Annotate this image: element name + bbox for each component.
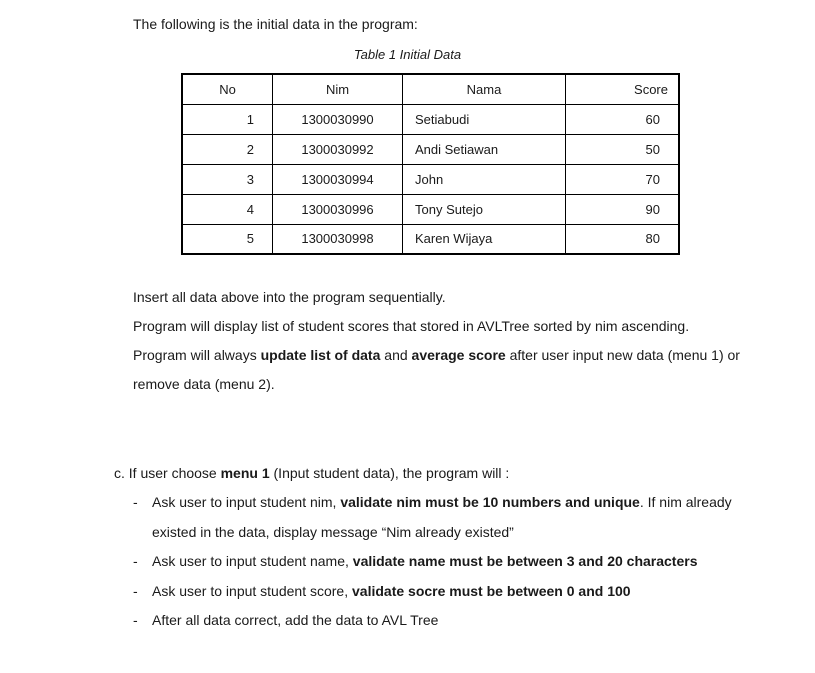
header-nim: Nim	[273, 74, 403, 104]
update-pre: Program will always	[133, 347, 261, 363]
update-bold-average: average score	[411, 347, 506, 363]
list-item	[133, 547, 773, 577]
bullet-score-pre: Ask user to input student score,	[152, 582, 352, 599]
table-row	[182, 104, 679, 134]
cell-nim: 1300030992	[273, 134, 403, 164]
bullet-dash: -	[133, 612, 138, 628]
update-post: after user input new data (menu 1) or remove data (menu 2).	[133, 347, 740, 392]
cell-nama: Tony Sutejo	[403, 194, 566, 224]
section-c-post: (Input student data), the program will :	[269, 465, 510, 481]
table-row	[182, 134, 679, 164]
list-item	[133, 488, 773, 547]
cell-nim: 1300030998	[273, 224, 403, 254]
bullet-dash: -	[133, 582, 138, 599]
list-item	[133, 577, 773, 607]
update-bold-list: update list of data	[260, 347, 381, 363]
instruction-display: Program will display list of student scores that stored in AVLTree sorted by nim ascending.	[133, 318, 690, 334]
update-mid: and	[380, 347, 412, 363]
bullet-nim-bold: validate nim must be 10 numbers and unique	[340, 494, 640, 510]
cell-no: 3	[182, 164, 273, 194]
cell-no: 5	[182, 224, 273, 254]
table-header-row	[182, 74, 679, 104]
intro-text: The following is the initial data in the program:	[133, 16, 418, 32]
list-item	[133, 606, 773, 636]
section-c-pre: c. If user choose	[114, 465, 221, 481]
cell-no: 1	[182, 104, 273, 134]
section-c-bold: menu 1	[220, 465, 270, 481]
cell-nim: 1300030996	[273, 194, 403, 224]
bullet-nim-post: . If nim already existed in the data, display message “Nim already existed”	[152, 494, 732, 540]
table-row	[182, 224, 679, 254]
bullet-dash: -	[133, 494, 138, 510]
cell-score: 90	[566, 194, 680, 224]
table-caption-text: Table 1 Initial Data	[353, 47, 462, 62]
header-no: No	[182, 74, 273, 104]
cell-score: 50	[566, 134, 680, 164]
initial-data-table	[181, 73, 680, 255]
cell-nama: Karen Wijaya	[403, 224, 566, 254]
cell-nama: John	[403, 164, 566, 194]
bullet-name-bold: validate name must be between 3 and 20 characters	[352, 553, 698, 569]
instructions-paragraph	[133, 283, 753, 399]
table-row	[182, 194, 679, 224]
header-score: Score	[566, 74, 680, 104]
cell-nim: 1300030994	[273, 164, 403, 194]
instruction-update	[133, 341, 753, 399]
cell-score: 60	[566, 104, 680, 134]
bullet-nim-pre: Ask user to input student nim,	[152, 494, 341, 510]
cell-score: 70	[566, 164, 680, 194]
bullet-score-bold: validate socre must be between 0 and 100	[352, 582, 631, 599]
cell-score: 80	[566, 224, 680, 254]
bullet-dash: -	[133, 553, 138, 569]
cell-no: 2	[182, 134, 273, 164]
table-caption	[0, 47, 815, 62]
bullet-name-pre: Ask user to input student name,	[152, 553, 353, 569]
cell-no: 4	[182, 194, 273, 224]
section-c-bullet-list	[133, 488, 773, 636]
instruction-insert: Insert all data above into the program sequentially.	[133, 289, 446, 305]
cell-nama: Setiabudi	[403, 104, 566, 134]
section-c-heading	[114, 459, 509, 488]
table-row	[182, 164, 679, 194]
cell-nim: 1300030990	[273, 104, 403, 134]
bullet-add: After all data correct, add the data to AVL Tree	[152, 612, 439, 628]
header-nama: Nama	[403, 74, 566, 104]
cell-nama: Andi Setiawan	[403, 134, 566, 164]
